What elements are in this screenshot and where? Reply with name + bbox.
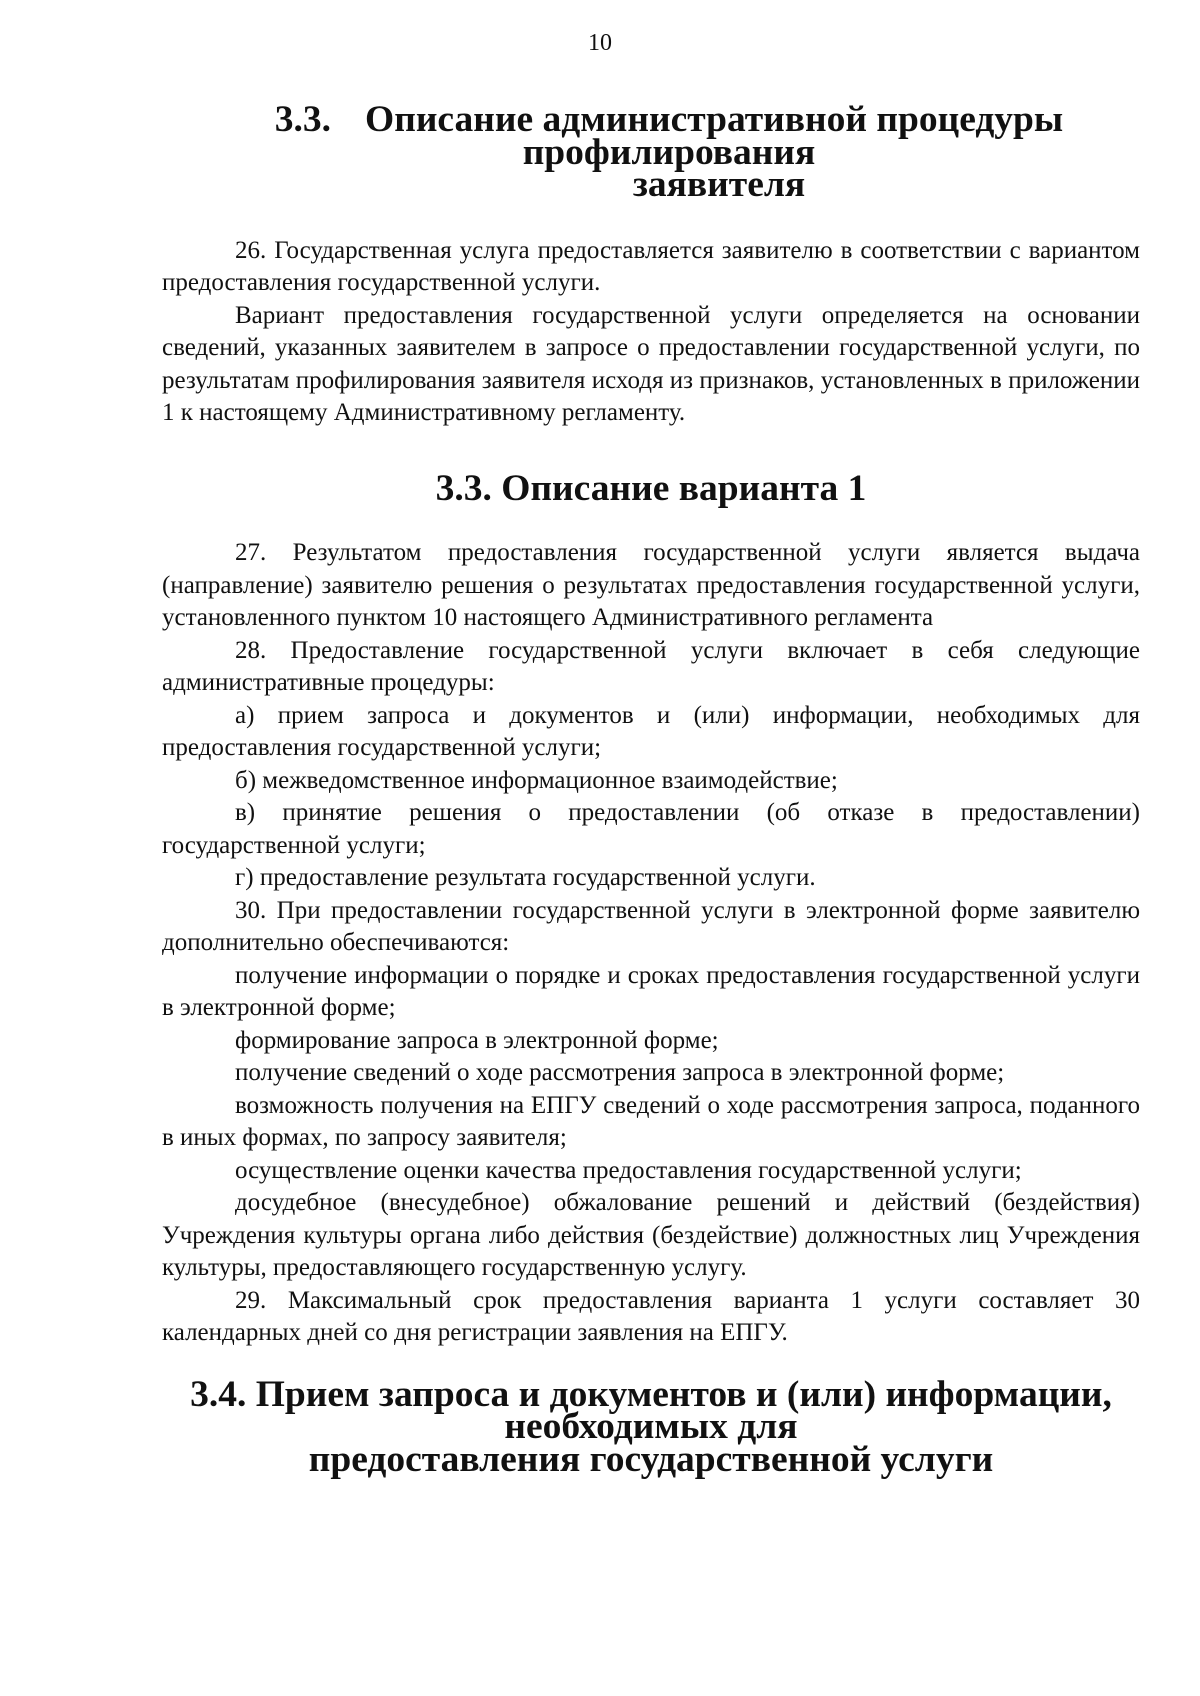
paragraph: 28. Предоставление государственной услуги включает в себя следующие административные процедуры: bbox=[162, 636, 1140, 696]
section-title-line2: заявителя bbox=[632, 164, 806, 205]
paragraph: 27. Результатом предоставления государственной услуги является выдача (направление) заявителю решения о результатах предоставления государственной услуги, установленного пунктом 10 настоящего Административного регламента bbox=[162, 539, 1140, 631]
paragraph: Вариант предоставления государственной услуги определяется на основании сведений, указанных заявителем в запросе о предоставлении государственной услуги, по результатам профилирования заявителя исходя из признаков, установленных в приложении 1 к настоящему Административному регламенту. bbox=[162, 301, 1140, 426]
section-title-line1: 3.4. Прием запроса и документов и (или) информации, необходимых для bbox=[190, 1373, 1112, 1447]
paragraph: 26. Государственная услуга предоставляется заявителю в соответствии с вариантом предоставления государственной услуги. bbox=[162, 236, 1140, 296]
section-title-line2: предоставления государственной услуги bbox=[308, 1438, 994, 1480]
section-heading-variant: 3.3. Описание варианта 1 bbox=[435, 467, 867, 509]
list-item: формирование запроса в электронной форме; bbox=[235, 1026, 719, 1054]
section-title-line1: Описание административной процедуры профилирования bbox=[365, 99, 1064, 173]
paragraph: 30. При предоставлении государственной услуги в электронной форме заявителю дополнительно обеспечиваются: bbox=[162, 896, 1140, 956]
list-item: получение информации о порядке и сроках предоставления государственной услуги в электронной форме; bbox=[162, 961, 1140, 1021]
list-item: б) межведомственное информационное взаимодействие; bbox=[235, 766, 838, 794]
section-profiling-body bbox=[162, 235, 1140, 430]
document-body bbox=[162, 99, 1140, 1480]
section-number: 3.3. bbox=[274, 99, 332, 140]
list-item: осуществление оценки качества предоставления государственной услуги; bbox=[235, 1156, 1022, 1184]
section-variant-body bbox=[162, 537, 1140, 1350]
page-number: 10 bbox=[588, 30, 612, 56]
list-item: а) прием запроса и документов и (или) информации, необходимых для предоставления государственной услуги; bbox=[162, 701, 1140, 761]
list-item: в) принятие решения о предоставлении (об отказе в предоставлении) государственной услуги; bbox=[162, 799, 1140, 859]
paragraph: 29. Максимальный срок предоставления варианта 1 услуги составляет 30 календарных дней со дня регистрации заявления на ЕПГУ. bbox=[162, 1286, 1140, 1346]
list-item: получение сведений о ходе рассмотрения запроса в электронной форме; bbox=[235, 1059, 1005, 1086]
section-heading-profiling bbox=[162, 99, 1140, 205]
section-heading-reception bbox=[162, 1373, 1140, 1480]
list-item: досудебное (внесудебное) обжалование решений и действий (бездействия) Учреждения культуры органа либо действия (бездействие) должностных лиц Учреждения культуры, предоставляющего государственную услугу. bbox=[162, 1189, 1140, 1281]
list-item: г) предоставление результата государственной услуги. bbox=[235, 864, 816, 891]
list-item: возможность получения на ЕПГУ сведений о ходе рассмотрения запроса, поданного в иных формах, по запросу заявителя; bbox=[162, 1091, 1140, 1151]
